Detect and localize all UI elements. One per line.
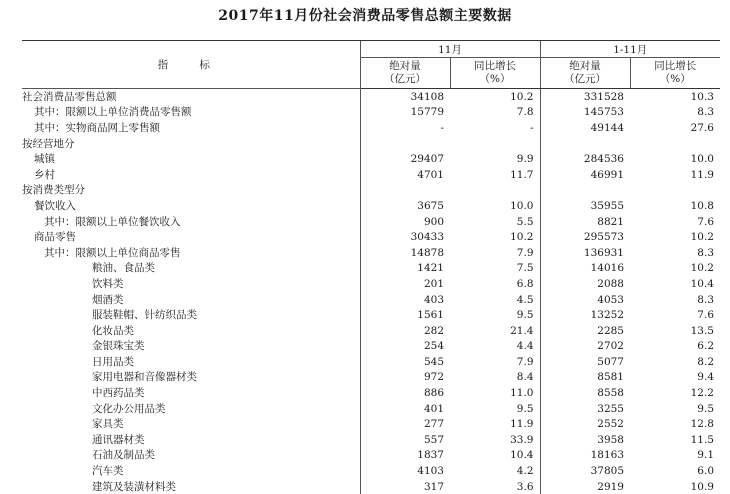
month-growth-unit: （%） (480, 73, 511, 86)
row-label: 其中：限额以上单位消费品零售额 (22, 105, 360, 121)
row-label: 餐饮收入 (22, 198, 360, 214)
row-label: 社会消费品零售总额 (22, 89, 360, 105)
table-row (22, 479, 720, 494)
row-label: 服装鞋帽、针纺织品类 (22, 307, 360, 323)
month-abs: 1837 (360, 448, 450, 464)
ytd-abs: 2285 (540, 323, 630, 339)
month-abs (360, 183, 450, 199)
month-growth (450, 183, 540, 199)
month-growth: 10.0 (450, 198, 540, 214)
month-growth: 7.9 (450, 354, 540, 370)
ytd-abs: 3958 (540, 432, 630, 448)
row-label: 中西药品类 (22, 385, 360, 401)
row-label: 建筑及装潢材料类 (22, 479, 360, 494)
row-label: 日用品类 (22, 354, 360, 370)
month-abs: 403 (360, 292, 450, 308)
month-abs (360, 136, 450, 152)
month-growth: 10.2 (450, 89, 540, 105)
ytd-growth: 10.4 (630, 276, 720, 292)
month-growth: 9.5 (450, 307, 540, 323)
month-growth: 6.8 (450, 276, 540, 292)
row-label: 文化办公用品类 (22, 401, 360, 417)
month-abs-header (360, 58, 450, 89)
month-abs: 1561 (360, 307, 450, 323)
month-abs: 282 (360, 323, 450, 339)
ytd-abs: 13252 (540, 307, 630, 323)
ytd-growth: 12.8 (630, 416, 720, 432)
ytd-growth-unit: （%） (660, 73, 691, 86)
table-row (22, 167, 720, 183)
table-row (22, 151, 720, 167)
table-row (22, 214, 720, 230)
ytd-abs (540, 183, 630, 199)
ytd-growth: 9.5 (630, 401, 720, 417)
table-row (22, 323, 720, 339)
month-abs: 15779 (360, 105, 450, 121)
ytd-abs: 14016 (540, 261, 630, 277)
ytd-growth: 8.3 (630, 105, 720, 121)
ytd-growth: 8.3 (630, 292, 720, 308)
row-label: 石油及制品类 (22, 448, 360, 464)
month-growth: 4.4 (450, 339, 540, 355)
row-label: 按经营地分 (22, 136, 360, 152)
table-row (22, 354, 720, 370)
ytd-abs: 295573 (540, 229, 630, 245)
table-row (22, 105, 720, 121)
ytd-growth: 10.0 (630, 151, 720, 167)
month-abs: 3675 (360, 198, 450, 214)
row-label: 其中：限额以上单位餐饮收入 (22, 214, 360, 230)
month-growth: 10.2 (450, 229, 540, 245)
month-growth: 10.4 (450, 448, 540, 464)
ytd-abs: 49144 (540, 120, 630, 136)
ytd-growth-label: 同比增长 (654, 60, 696, 73)
page-title: 2017年11月份社会消费品零售总额主要数据 (0, 5, 730, 25)
ytd-abs: 136931 (540, 245, 630, 261)
ytd-growth: 6.2 (630, 339, 720, 355)
month-growth (450, 136, 540, 152)
row-label: 家具类 (22, 416, 360, 432)
month-growth: 11.7 (450, 167, 540, 183)
ytd-growth (630, 183, 720, 199)
table-row (22, 183, 720, 199)
month-growth: - (450, 120, 540, 136)
ytd-abs: 2088 (540, 276, 630, 292)
ytd-growth: 10.3 (630, 89, 720, 105)
ytd-growth: 9.1 (630, 448, 720, 464)
ytd-growth: 10.2 (630, 229, 720, 245)
month-abs-unit: （亿元） (384, 73, 426, 86)
month-abs: 886 (360, 385, 450, 401)
ytd-growth: 10.9 (630, 479, 720, 494)
ytd-abs-label: 绝对量 (569, 60, 601, 73)
ytd-growth: 11.9 (630, 167, 720, 183)
data-table (22, 40, 720, 494)
ytd-growth: 12.2 (630, 385, 720, 401)
table-row (22, 307, 720, 323)
ytd-abs: 4053 (540, 292, 630, 308)
month-growth: 9.5 (450, 401, 540, 417)
month-growth: 9.9 (450, 151, 540, 167)
ytd-abs-unit: （亿元） (564, 73, 606, 86)
ytd-abs (540, 136, 630, 152)
ytd-abs: 2552 (540, 416, 630, 432)
month-abs: - (360, 120, 450, 136)
period-ytd-header: 1-11月 (540, 41, 720, 58)
table-row (22, 432, 720, 448)
month-abs: 4701 (360, 167, 450, 183)
row-label: 通讯器材类 (22, 432, 360, 448)
row-label: 汽车类 (22, 463, 360, 479)
ytd-abs: 18163 (540, 448, 630, 464)
month-abs: 29407 (360, 151, 450, 167)
ytd-abs: 37805 (540, 463, 630, 479)
month-abs: 545 (360, 354, 450, 370)
row-label: 家用电器和音像器材类 (22, 370, 360, 386)
month-abs: 34108 (360, 89, 450, 105)
ytd-growth: 8.2 (630, 354, 720, 370)
month-growth-label: 同比增长 (474, 60, 516, 73)
ytd-growth: 13.5 (630, 323, 720, 339)
row-label: 乡村 (22, 167, 360, 183)
month-growth-header (450, 58, 540, 89)
row-label: 按消费类型分 (22, 183, 360, 199)
table-row (22, 276, 720, 292)
ytd-growth: 11.5 (630, 432, 720, 448)
month-growth: 11.0 (450, 385, 540, 401)
table-row (22, 198, 720, 214)
month-abs: 4103 (360, 463, 450, 479)
month-abs: 900 (360, 214, 450, 230)
table-row (22, 89, 720, 105)
ytd-growth: 8.3 (630, 245, 720, 261)
row-label: 金银珠宝类 (22, 339, 360, 355)
table-row (22, 448, 720, 464)
row-label: 其中：限额以上单位商品零售 (22, 245, 360, 261)
ytd-abs: 284536 (540, 151, 630, 167)
ytd-abs-header (540, 58, 630, 89)
row-label: 商品零售 (22, 229, 360, 245)
table-row (22, 401, 720, 417)
month-abs: 201 (360, 276, 450, 292)
ytd-abs: 8581 (540, 370, 630, 386)
table-row (22, 416, 720, 432)
month-abs: 254 (360, 339, 450, 355)
month-growth: 3.6 (450, 479, 540, 494)
month-abs: 1421 (360, 261, 450, 277)
ytd-growth-header (630, 58, 720, 89)
month-growth: 4.5 (450, 292, 540, 308)
table-row (22, 463, 720, 479)
period-month-header: 11月 (360, 41, 540, 58)
table-row (22, 245, 720, 261)
table-row (22, 370, 720, 386)
month-growth: 21.4 (450, 323, 540, 339)
ytd-growth: 10.8 (630, 198, 720, 214)
table-row (22, 261, 720, 277)
table-row (22, 120, 720, 136)
month-abs-label: 绝对量 (389, 60, 421, 73)
row-label: 饮料类 (22, 276, 360, 292)
month-growth: 5.5 (450, 214, 540, 230)
indicator-header: 指 标 (22, 41, 360, 89)
ytd-abs: 8821 (540, 214, 630, 230)
ytd-abs: 8558 (540, 385, 630, 401)
month-growth: 7.8 (450, 105, 540, 121)
month-abs: 557 (360, 432, 450, 448)
month-growth: 11.9 (450, 416, 540, 432)
ytd-abs: 2919 (540, 479, 630, 494)
ytd-growth: 10.2 (630, 261, 720, 277)
row-label: 其中：实物商品网上零售额 (22, 120, 360, 136)
ytd-abs: 5077 (540, 354, 630, 370)
table-row (22, 385, 720, 401)
table-row (22, 229, 720, 245)
ytd-growth: 6.0 (630, 463, 720, 479)
table-row (22, 292, 720, 308)
row-label: 化妆品类 (22, 323, 360, 339)
ytd-abs: 3255 (540, 401, 630, 417)
month-abs: 401 (360, 401, 450, 417)
ytd-abs: 46991 (540, 167, 630, 183)
month-abs: 277 (360, 416, 450, 432)
month-abs: 972 (360, 370, 450, 386)
table-row (22, 136, 720, 152)
ytd-growth: 9.4 (630, 370, 720, 386)
ytd-abs: 331528 (540, 89, 630, 105)
month-growth: 7.5 (450, 261, 540, 277)
ytd-growth: 7.6 (630, 214, 720, 230)
ytd-abs: 145753 (540, 105, 630, 121)
month-abs: 317 (360, 479, 450, 494)
row-label: 粮油、食品类 (22, 261, 360, 277)
month-growth: 33.9 (450, 432, 540, 448)
ytd-growth: 27.6 (630, 120, 720, 136)
table-row (22, 339, 720, 355)
row-label: 城镇 (22, 151, 360, 167)
month-growth: 7.9 (450, 245, 540, 261)
ytd-abs: 2702 (540, 339, 630, 355)
ytd-growth: 7.6 (630, 307, 720, 323)
table-body (22, 89, 720, 494)
month-growth: 8.4 (450, 370, 540, 386)
ytd-abs: 35955 (540, 198, 630, 214)
row-label: 烟酒类 (22, 292, 360, 308)
month-growth: 4.2 (450, 463, 540, 479)
month-abs: 14878 (360, 245, 450, 261)
month-abs: 30433 (360, 229, 450, 245)
ytd-growth (630, 136, 720, 152)
